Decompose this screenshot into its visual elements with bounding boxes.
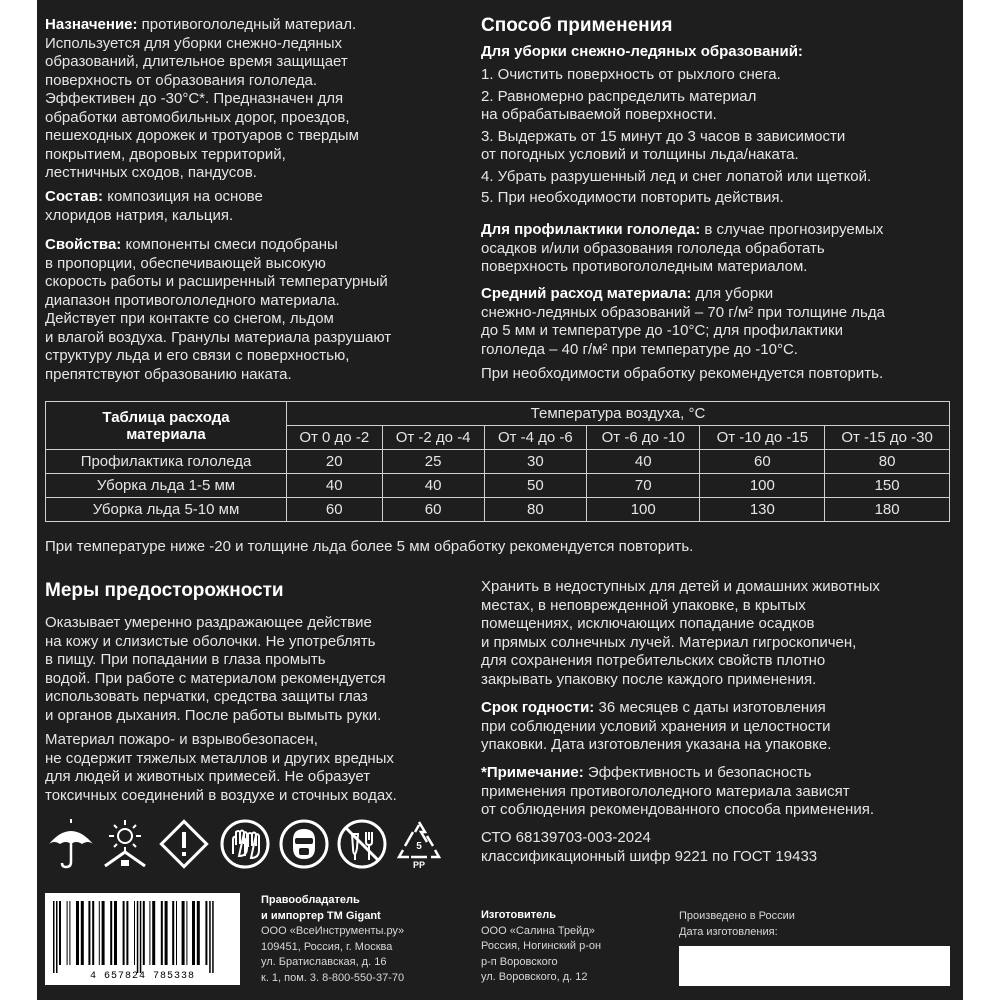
method-title: Способ применения [481, 15, 673, 36]
table-cell: 60 [382, 498, 484, 522]
table-cell: 80 [825, 450, 950, 474]
table-cell: 150 [825, 474, 950, 498]
table-note: При температуре ниже -20 и толщине льда более 5 мм обработку рекомендуется повторить. [45, 538, 694, 555]
table-cell: 100 [700, 474, 825, 498]
column-header: От -10 до -15 [700, 426, 825, 450]
composition-label: Состав: [45, 188, 104, 205]
method-steps [481, 66, 951, 211]
row-label: Уборка льда 5-10 мм [46, 498, 287, 522]
umbrella-icon [45, 818, 97, 870]
table-cell: 50 [484, 474, 586, 498]
temperature-group-header: Температура воздуха, °С [287, 402, 950, 426]
prevention-label: Для профилактики гололеда: [481, 221, 701, 238]
shelf-life-text: 36 месяцев с даты изготовления при соблюдении условий хранения и целостности упаковки. Дата изготовления указана на упаковке. [481, 699, 832, 753]
table-cell: 25 [382, 450, 484, 474]
table-cell: 60 [287, 498, 383, 522]
hazard-diamond-icon [158, 818, 210, 870]
shelf-life-label: Срок годности: [481, 699, 595, 716]
table-cell: 80 [484, 498, 586, 522]
table-cell: 30 [484, 450, 586, 474]
table-cell: 100 [586, 498, 699, 522]
table-cell: 70 [586, 474, 699, 498]
manufacturer-title: Изготовитель [481, 909, 556, 921]
method-subtitle: Для уборки снежно-ледяных образований: [481, 43, 803, 60]
composition-text: композиция на основе хлоридов натрия, кальция. [45, 188, 263, 224]
product-label-page [37, 0, 963, 1000]
gloves-icon [219, 818, 271, 870]
note-text: Эффективность и безопасность применения противогололедного материала зависят от соблюдения рекомендованного способа применения. [481, 764, 875, 818]
table-cell: 40 [586, 450, 699, 474]
column-header: От -15 до -30 [825, 426, 950, 450]
column-header: От 0 до -2 [287, 426, 383, 450]
table-cell: 40 [287, 474, 383, 498]
consumption-table [45, 401, 950, 522]
properties-label: Свойства: [45, 236, 122, 253]
table-corner-header: Таблица расхода материала [46, 402, 287, 450]
table-row [46, 474, 950, 498]
repeat-note: При необходимости обработку рекомендуется повторить. [481, 365, 884, 382]
recycle-material: PP [412, 860, 426, 870]
made-in: Произведено в России [679, 910, 795, 922]
table-row [46, 450, 950, 474]
rightholder-text: ООО «ВсеИнструменты.ру» 109451, Россия, г. Москва ул. Братиславская, д. 16 к. 1, пом. 3. 8-800-550-37-70 [261, 925, 405, 984]
column-header: От -2 до -4 [382, 426, 484, 450]
manufacture-date-box [679, 946, 950, 986]
prevention-paragraph [481, 221, 951, 277]
column-header: От -6 до -10 [586, 426, 699, 450]
purpose-label: Назначение: [45, 16, 138, 33]
barcode [45, 893, 240, 985]
prevention-text: в случае прогнозируемых осадков и/или образования гололеда обработать поверхность противогололедным материалом. [481, 221, 884, 275]
row-label: Уборка льда 1-5 мм [46, 474, 287, 498]
rightholder-block [261, 893, 461, 986]
purpose-text: противогололедный материал. Используется для уборки снежно-ледяных образований, длительное время защищает поверхность от образования гололеда. Эффективен до -30°С*. Предназначен для обработки автомобильных дорог, проездов, пешеходных дорожек и тротуаров с твердым покрытием, дворовых территорий, лестничных сходов, пандусов. [45, 16, 359, 181]
rightholder-title: Правообладатель и импортер ТМ Gigant [261, 894, 381, 922]
no-food-icon [336, 818, 388, 870]
purpose-paragraph [45, 16, 465, 183]
standard-info: СТО 68139703-003-2024 классификационный шифр 9221 по ГОСТ 19433 [481, 829, 818, 865]
note-label: *Примечание: [481, 764, 584, 781]
shelf-life-paragraph [481, 699, 951, 755]
method-step: 4. Убрать разрушенный лед и снег лопатой или щеткой. [481, 167, 872, 185]
method-step: 5. При необходимости повторить действия. [481, 189, 784, 206]
date-label: Дата изготовления: [679, 925, 778, 938]
consumption-paragraph [481, 285, 951, 359]
precautions-paragraph-2: Материал пожаро- и взрывобезопасен, не содержит тяжелых металлов и других вредных для людей и животных примесей. Не образует токсичных соединений в воздухе и сточных водах. [45, 731, 397, 804]
column-header: От -4 до -6 [484, 426, 586, 450]
respirator-icon [278, 818, 330, 870]
consumption-text: для уборки снежно-ледяных образований – 70 г/м² при толщине льда до 5 мм и температуре до -10°С; для профилактики гололеда – 40 г/м² при температуре до -10°С. [481, 285, 885, 358]
table-cell: 40 [382, 474, 484, 498]
consumption-label: Средний расход материала: [481, 285, 692, 302]
table-cell: 130 [700, 498, 825, 522]
method-step: 1. Очистить поверхность от рыхлого снега. [481, 66, 781, 83]
method-step: 3. Выдержать от 15 минут до 3 часов в зависимости от погодных условий и толщины льда/наката. [481, 127, 846, 163]
recycle-pp-icon [393, 818, 445, 870]
precautions-paragraph-1: Оказывает умеренно раздражающее действие на кожу и слизистые оболочки. Не употреблять в пищу. При попадании в глаза промыть водой. При работе с материалом рекомендуется использовать перчатки, средства защиты глаз и органов дыхания. После работы вымыть руки. [45, 614, 386, 724]
table-cell: 180 [825, 498, 950, 522]
row-label: Профилактика гололеда [46, 450, 287, 474]
composition-paragraph [45, 188, 465, 225]
table-cell: 60 [700, 450, 825, 474]
sun-protection-icon [99, 818, 151, 870]
properties-paragraph [45, 236, 465, 384]
method-step: 2. Равномерно распределить материал на обрабатываемой поверхности. [481, 87, 757, 123]
manufacturer-block [481, 908, 661, 986]
table-row [46, 498, 950, 522]
note-paragraph [481, 764, 951, 820]
recycle-code: 5 [416, 841, 422, 852]
precautions-title: Меры предосторожности [45, 580, 284, 601]
manufacturer-text: ООО «Салина Трейд» Россия, Ногинский р-он р-п Воровского ул. Воровского, д. 12 [481, 924, 602, 983]
barcode-digits: 4 657824 785338 [89, 971, 195, 982]
properties-text: компоненты смеси подобраны в пропорции, обеспечивающей высокую скорость работы и расширенный температурный диапазон противогололедного материала. Действует при контакте со снегом, льдом и влагой воздуха. Гранулы материала разрушают структуру льда и его связи с поверхностью, препятствуют образованию наката. [45, 236, 392, 383]
storage-paragraph: Хранить в недоступных для детей и домашних животных местах, в неповрежденной упаковке, в крытых помещениях, исключающих попадание осадков и прямых солнечных лучей. Материал гигроскопичен, для сохранения потребительских свойств плотно закрывать упаковку после каждого применения. [481, 578, 880, 688]
table-cell: 20 [287, 450, 383, 474]
origin-block [679, 909, 950, 940]
